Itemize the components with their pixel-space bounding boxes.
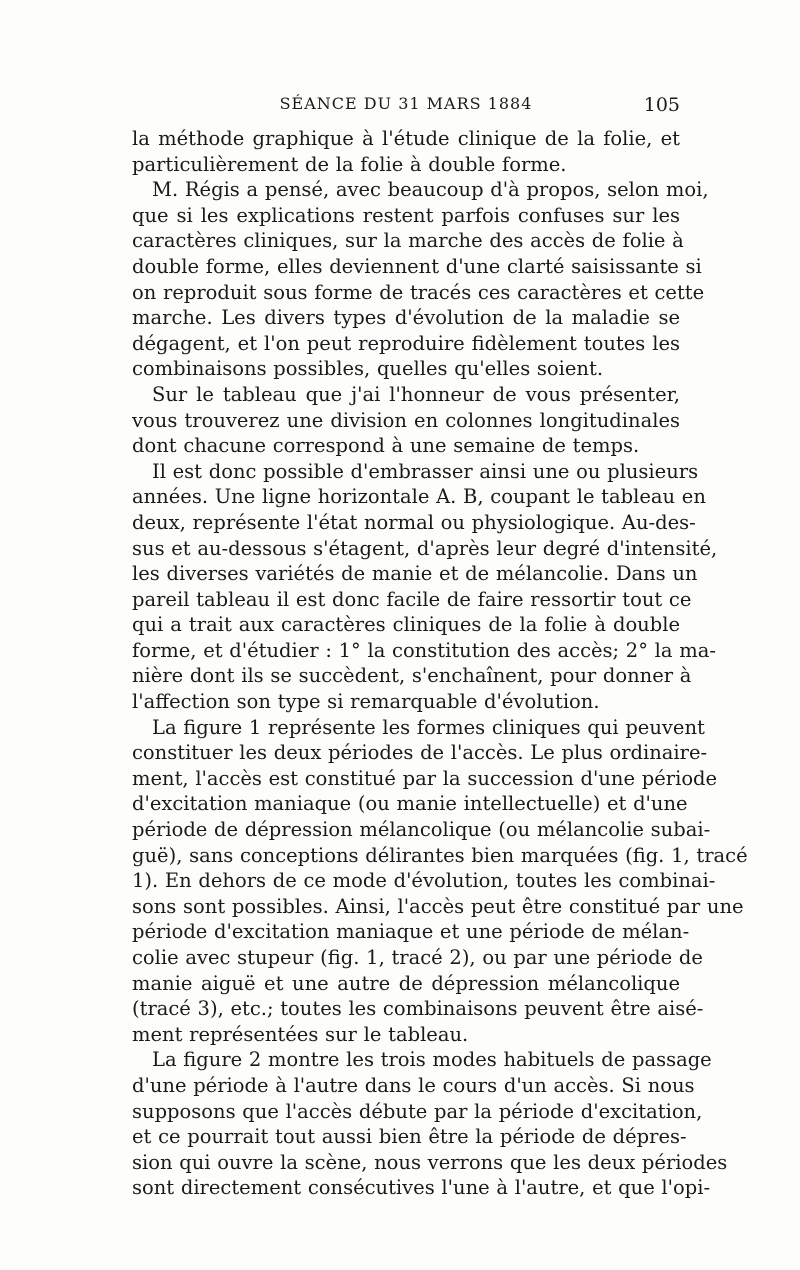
text-line: pareil tableau il est donc facile de faire ressortir tout ce <box>132 587 692 611</box>
text-line: constituer les deux périodes de l'accès. Le plus ordinaire- <box>132 741 708 765</box>
text-line: colie avec stupeur (fig. 1, tracé 2), ou par une période de <box>132 946 703 969</box>
text-line: et ce pourrait tout aussi bien être la période de dépres- <box>132 1125 687 1149</box>
text-line: nière dont ils se succèdent, s'enchaînent, pour donner à <box>132 664 692 688</box>
page-header <box>132 94 680 120</box>
text-line: que si les explications restent parfois confuses sur les <box>132 203 680 227</box>
running-title: SÉANCE DU 31 MARS 1884 <box>279 94 533 113</box>
text-line: la méthode graphique à l'étude clinique de la folie, et <box>132 127 680 150</box>
text-line: d'une période à l'autre dans le cours d'un accès. Si nous <box>132 1073 695 1097</box>
text-line: période d'excitation maniaque et une période de mélan- <box>132 920 690 944</box>
text-line: deux, représente l'état normal ou physiologique. Au-des- <box>132 510 696 534</box>
body-text <box>132 126 748 1201</box>
text-line: marche. Les divers types d'évolution de la maladie se <box>132 306 680 330</box>
text-line: 1). En dehors de ce mode d'évolution, toutes les combinai- <box>132 869 716 893</box>
text-line: double forme, elles deviennent d'une clarté saisissante si <box>132 254 702 278</box>
text-line: années. Une ligne horizontale A. B, coupant le tableau en <box>132 485 706 509</box>
text-line: l'affection son type si remarquable d'évolution. <box>132 690 600 714</box>
text-line: guë), sans conceptions délirantes bien marquées (fig. 1, tracé <box>132 843 748 867</box>
text-line: La figure 1 représente les formes cliniques qui peuvent <box>152 715 705 739</box>
text-line: vous trouverez une division en colonnes longitudinales <box>132 408 680 432</box>
text-line: d'excitation maniaque (ou manie intellectuelle) et d'une <box>132 792 688 816</box>
text-line: M. Régis a pensé, avec beaucoup d'à propos, selon moi, <box>152 178 709 202</box>
text-line: les diverses variétés de manie et de mélancolie. Dans un <box>132 562 698 586</box>
text-line: Il est donc possible d'embrasser ainsi une ou plusieurs <box>152 459 699 483</box>
text-line: période de dépression mélancolique (ou mélancolie subai- <box>132 818 711 842</box>
text-line: dégagent, et l'on peut reproduire fidèlement toutes les <box>132 331 680 355</box>
text-line: ment représentées sur le tableau. <box>132 1022 469 1046</box>
page-number: 105 <box>643 94 680 116</box>
text-line: La figure 2 montre les trois modes habituels de passage <box>152 1048 712 1072</box>
text-line: Sur le tableau que j'ai l'honneur de vous présenter, <box>152 382 680 406</box>
text-line: on reproduit sous forme de tracés ces caractères et cette <box>132 280 705 304</box>
text-line: sont directement consécutives l'une à l'autre, et que l'opi- <box>132 1176 711 1200</box>
text-line: sons sont possibles. Ainsi, l'accès peut être constitué par une <box>132 894 744 918</box>
text-line: dont chacune correspond à une semaine de temps. <box>132 434 640 458</box>
text-line: sus et au-dessous s'étagent, d'après leur degré d'intensité, <box>132 536 718 560</box>
text-line: particulièrement de la folie à double forme. <box>132 152 567 176</box>
text-line: combinaisons possibles, quelles qu'elles soient. <box>132 357 604 381</box>
text-line: qui a trait aux caractères cliniques de la folie à double <box>132 613 680 637</box>
text-line: (tracé 3), etc.; toutes les combinaisons peuvent être aisé- <box>132 997 704 1021</box>
text-line: manie aiguë et une autre de dépression mélancolique <box>132 971 680 995</box>
text-line: caractères cliniques, sur la marche des accès de folie à <box>132 229 684 253</box>
text-line: supposons que l'accès débute par la période d'excitation, <box>132 1099 703 1123</box>
text-line: ment, l'accès est constitué par la succession d'une période <box>132 766 718 790</box>
text-line: sion qui ouvre la scène, nous verrons que les deux périodes <box>132 1150 728 1174</box>
text-line: forme, et d'étudier : 1° la constitution des accès; 2° la ma- <box>132 638 716 662</box>
